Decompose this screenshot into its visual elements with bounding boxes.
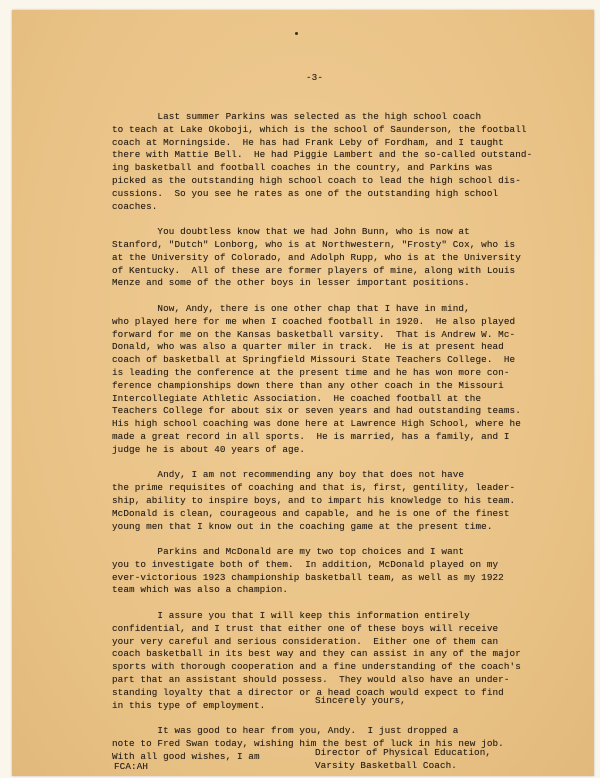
text-line: team which was also a champion. (112, 584, 289, 596)
letter-page (12, 10, 594, 776)
text-line: ever-victorious 1923 championship basketball team, as well as my 1922 (112, 571, 504, 583)
text-line: confidential, and I trust that either one of these boys will receive (112, 622, 499, 634)
text-line: sports with thorough cooperation and a fine understanding of the coach's (112, 661, 521, 673)
text-line: I assure you that I will keep this information entirely (112, 610, 470, 622)
text-line: coach at Morningside. He has had Frank Leby of Fordham, and I taught (112, 136, 504, 148)
text-line: there with Mattie Bell. He had Piggie Lambert and the so-called outstand- (112, 149, 533, 161)
paragraph-top-choices (112, 546, 542, 597)
text-line: ference championships down there than any other coach in the Missouri (112, 379, 504, 391)
punch-mark (295, 32, 298, 35)
text-line: Teachers College for about six or seven years and had outstanding teams. (112, 405, 521, 417)
text-line: His high school coaching was done here at Lawrence High School, where he (112, 418, 521, 430)
text-line: coach basketball in its best way and they can assist in any of the major (112, 648, 521, 660)
text-line: you to investigate both of them. In addition, McDonald played on my (112, 558, 499, 570)
signature-block (315, 747, 491, 773)
text-line: Andy, I am not recommending any boy that does not have (112, 469, 465, 481)
text-line: your very careful and serious consideration. Either one of them can (112, 635, 499, 647)
signature-title-line: Director of Physical Education, (315, 747, 492, 758)
text-line: in this type of employment. (112, 699, 266, 711)
paragraph-parkins (112, 111, 542, 213)
text-line: part that an assistant should possess. They would also have an under- (112, 674, 510, 686)
text-line: picked as the outstanding high school coach to lead the high school dis- (112, 174, 521, 186)
text-line: Menze and some of the other boys in lesser important positions. (112, 277, 470, 289)
text-line: Donald, who was also a quarter miler in track. He is at present head (112, 341, 504, 353)
text-line: at the University of Colorado, and Adolph Rupp, who is at the University (112, 251, 521, 263)
text-line: is leading the conference at the present time and he has won more con- (112, 366, 510, 378)
text-line: Intercollegiate Athletic Association. He coached football at the (112, 392, 482, 404)
text-line: coaches. (112, 200, 158, 212)
letter-body (112, 111, 542, 776)
closing-salutation: Sincerely yours, (315, 695, 406, 706)
text-line: to teach at Lake Okoboji, which is the school of Saunderson, the football (112, 123, 527, 135)
text-line: ship, ability to inspire boys, and to impart his knowledge to his team. (112, 494, 516, 506)
text-line: ing basketball and football coaches in the country, and Parkins was (112, 162, 493, 174)
paragraph-mcdonald (112, 303, 542, 457)
text-line: You doubtless know that we had John Bunn, who is now at (112, 226, 470, 238)
text-line: With all good wishes, I am (112, 750, 260, 762)
paragraph-recommendation (112, 469, 542, 533)
text-line: It was good to hear from you, Andy. I just dropped a (112, 725, 459, 737)
text-line: standing loyalty that a director or a head coach would expect to find (112, 686, 504, 698)
text-line: McDonald is clean, courageous and capable, and he is one of the finest (112, 507, 510, 519)
text-line: Last summer Parkins was selected as the high school coach (112, 111, 482, 122)
page-number: -3- (306, 72, 324, 83)
text-line: young men that I know out in the coaching game at the present time. (112, 520, 493, 532)
text-line: made a great record in all sports. He is married, has a family, and I (112, 430, 510, 442)
paragraph-former-players (112, 226, 542, 290)
text-line: coach of basketball at Springfield Missouri State Teachers College. He (112, 354, 516, 366)
text-line: Parkins and McDonald are my two top choices and I want (112, 546, 465, 558)
text-line: of Kentucky. All of these are former players of mine, along with Louis (112, 264, 516, 276)
text-line: judge he is about 40 years of age. (112, 443, 306, 455)
text-line: Now, Andy, there is one other chap that I have in mind, (112, 302, 470, 314)
reference-initials: FCA:AH (114, 761, 149, 772)
text-line: forward for me on the Kansas basketball varsity. That is Andrew W. Mc- (112, 328, 516, 340)
text-line: who played here for me when I coached football in 1920. He also played (112, 315, 516, 327)
text-line: note to Fred Swan today, wishing him the best of luck in his new job. (112, 738, 504, 750)
text-line: cussions. So you see he rates as one of the outstanding high school (112, 187, 499, 199)
text-line: the prime requisites of coaching and that is, first, gentility, leader- (112, 482, 516, 494)
signature-title-line: Varsity Basketball Coach. (315, 759, 457, 771)
text-line: Stanford, "Dutch" Lonborg, who is at Northwestern, "Frosty" Cox, who is (112, 238, 516, 250)
